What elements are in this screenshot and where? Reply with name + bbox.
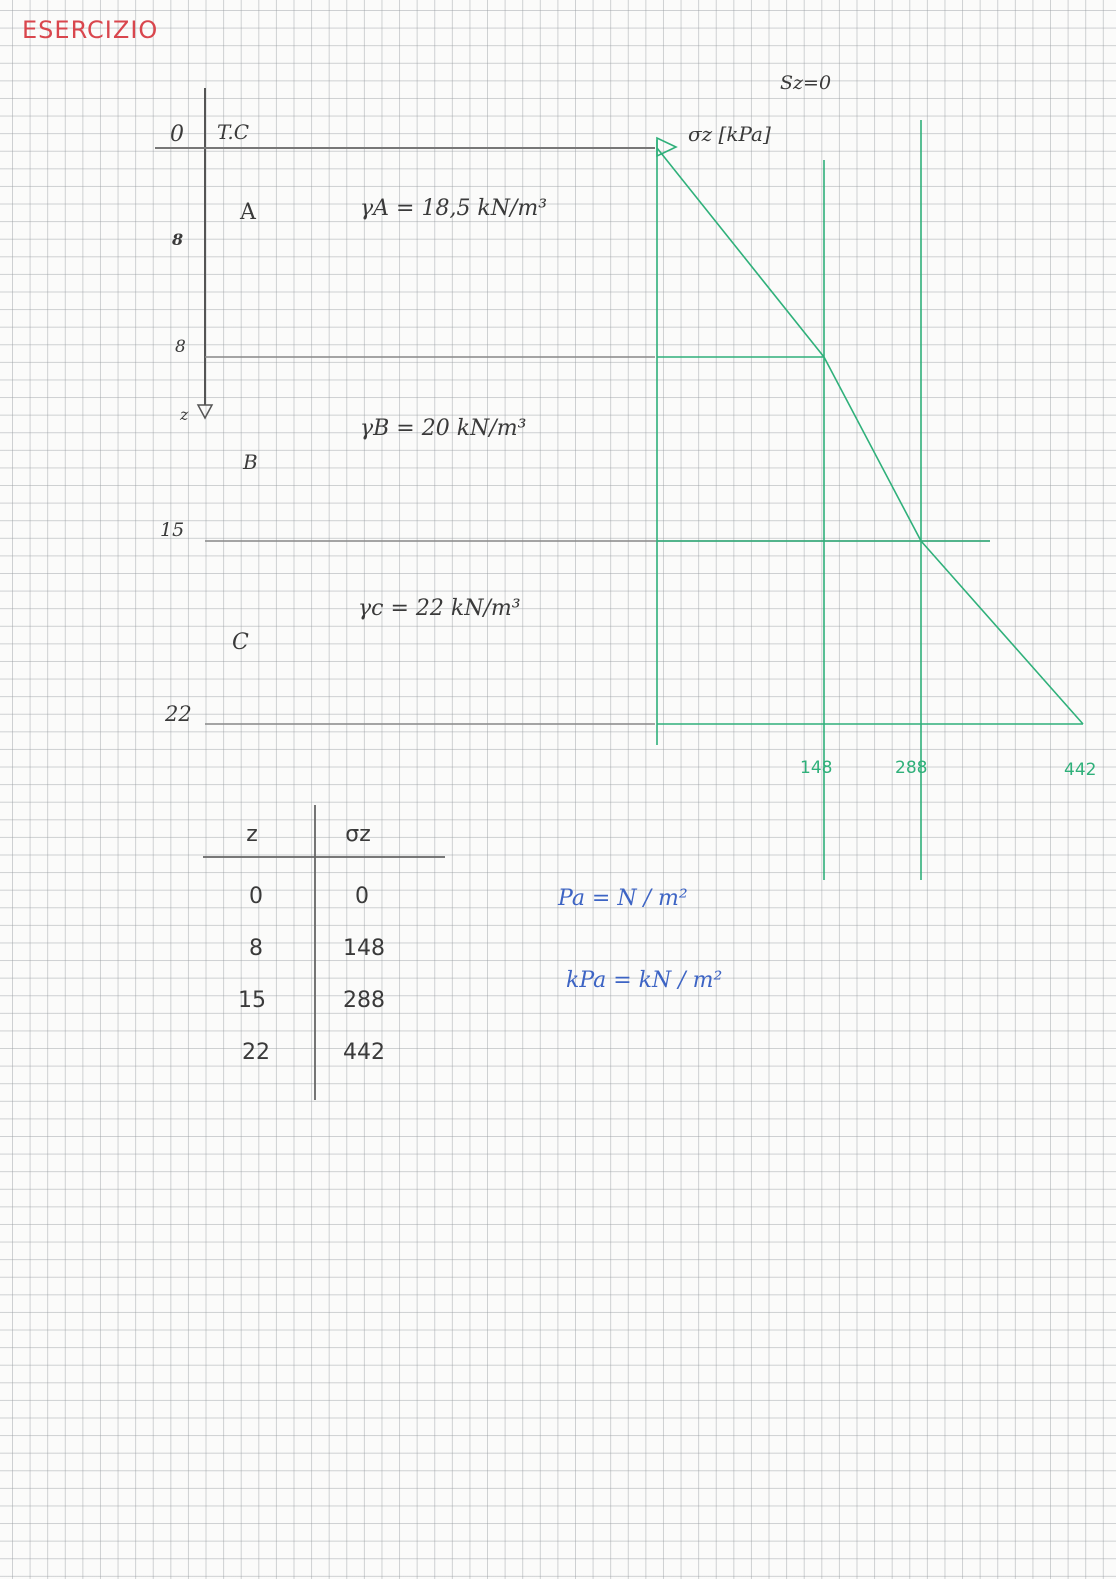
stress-axis-arrow — [657, 138, 676, 156]
stress-segment-b — [824, 357, 921, 541]
table-cell-z-3: 22 — [242, 1040, 270, 1065]
stress-table — [200, 800, 450, 1100]
depth-label-8: 8 — [175, 337, 186, 357]
depth-axis-arrow — [198, 405, 212, 418]
stress-segment-c — [921, 541, 1083, 724]
depth-label-8-top: 8 — [172, 230, 184, 249]
top-note: Sz=0 — [780, 72, 832, 94]
table-cell-z-2: 15 — [238, 988, 266, 1013]
page-title: ESERCIZIO — [22, 16, 159, 44]
stress-tick-148: 148 — [800, 758, 833, 778]
layer-b-name: B — [243, 450, 258, 474]
stress-segment-a — [657, 148, 824, 357]
table-header-sigma: σz — [345, 822, 371, 847]
table-cell-s-3: 442 — [343, 1040, 385, 1065]
depth-label-22: 22 — [165, 702, 192, 726]
layer-c-name: C — [232, 630, 249, 655]
stress-tick-442: 442 — [1064, 760, 1097, 780]
layer-a-gamma: γA = 18,5 kN/m³ — [360, 196, 548, 221]
table-cell-s-1: 148 — [343, 936, 385, 961]
table-cell-s-2: 288 — [343, 988, 385, 1013]
unit-pa: Pa = N / m² — [558, 886, 688, 911]
depth-label-0: 0 — [170, 122, 184, 147]
stress-axis-label: σz [kPa] — [688, 122, 771, 146]
depth-axis-label: z — [180, 405, 189, 424]
table-header-z: z — [246, 822, 258, 847]
table-cell-s-0: 0 — [355, 884, 369, 909]
table-cell-z-0: 0 — [249, 884, 263, 909]
ground-label: T.C — [217, 120, 250, 144]
layer-c-gamma: γc = 22 kN/m³ — [358, 596, 521, 621]
layer-b-gamma: γB = 20 kN/m³ — [360, 416, 527, 441]
depth-label-15: 15 — [160, 519, 185, 541]
table-cell-z-1: 8 — [249, 936, 263, 961]
layer-a-name: A — [240, 200, 256, 225]
stress-tick-288: 288 — [895, 758, 928, 778]
unit-kpa: kPa = kN / m² — [566, 968, 723, 993]
